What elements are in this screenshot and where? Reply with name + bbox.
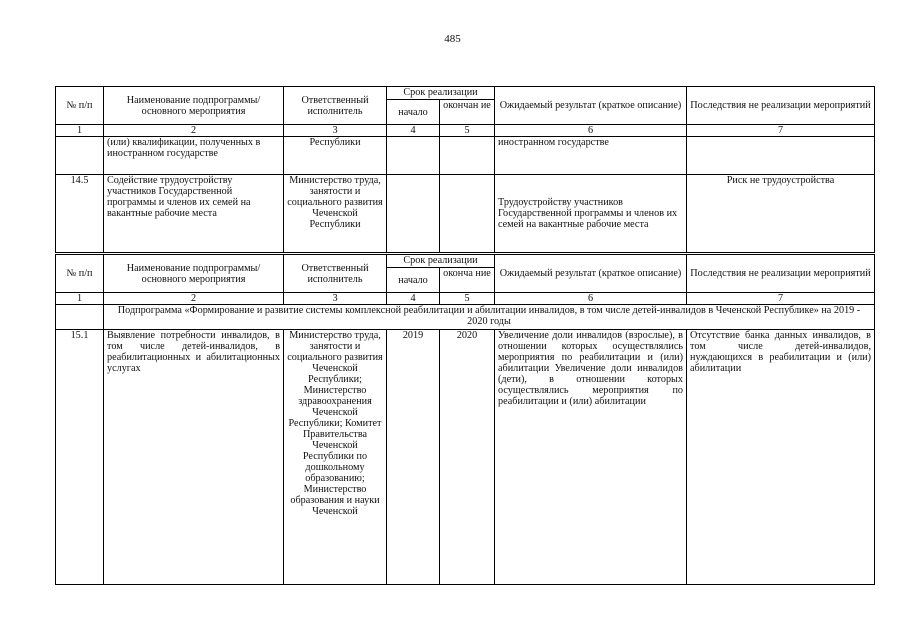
table-row [56, 330, 875, 585]
subprogram-row [56, 305, 875, 330]
row-consequence: Отсутствие банка данных инвалидов, в том числе детей-инвалидов, нуждающихся в реабилитации и (или) абилитации [687, 330, 875, 585]
index-cell: 7 [687, 293, 875, 305]
table-row [56, 137, 875, 175]
header-number: № п/п [56, 255, 104, 293]
row-number: 15.1 [56, 330, 104, 585]
row-end: 2020 [440, 330, 495, 585]
index-cell: 6 [495, 125, 687, 137]
header-result: Ожидаемый результат (краткое описание) [495, 255, 687, 293]
row-start [387, 175, 440, 253]
header-row [56, 87, 875, 100]
header-start: начало [387, 100, 440, 125]
subprogram-empty-cell [56, 305, 104, 330]
row-result: Увеличение доли инвалидов (взрослые), в отношении которых осуществлялись мероприятия по реабилитации и (или) абилитации Увеличение доли инвалидов (дети), в отношении которых осуществлялись мероприятия по реабилитации и (или) абилитации [495, 330, 687, 585]
header-number: № п/п [56, 87, 104, 125]
header-name: Наименование подпрограммы/ основного мероприятия [104, 255, 284, 293]
index-cell: 6 [495, 293, 687, 305]
program-table-upper [55, 86, 875, 253]
header-result: Ожидаемый результат (краткое описание) [495, 87, 687, 125]
header-row [56, 255, 875, 268]
row-number [56, 137, 104, 175]
index-cell: 7 [687, 125, 875, 137]
row-number: 14.5 [56, 175, 104, 253]
index-row [56, 293, 875, 305]
row-result: иностранном государстве [495, 137, 687, 175]
index-cell: 3 [284, 293, 387, 305]
index-cell: 1 [56, 125, 104, 137]
index-cell: 2 [104, 293, 284, 305]
row-start [387, 137, 440, 175]
header-term: Срок реализации [387, 87, 495, 100]
row-end [440, 137, 495, 175]
table-row [56, 175, 875, 253]
row-consequence: Риск не трудоустройства [687, 175, 875, 253]
row-result: Трудоустройству участников Государственной программы и членов их семей на вакантные рабочие места [495, 175, 687, 253]
index-cell: 3 [284, 125, 387, 137]
header-consequence: Последствия не реализации мероприятий [687, 87, 875, 125]
index-cell: 5 [440, 293, 495, 305]
header-end: оконча ние [440, 268, 495, 293]
header-term: Срок реализации [387, 255, 495, 268]
subprogram-title: Подпрограмма «Формирование и развитие системы комплексной реабилитации и абилитации инвалидов, в том числе детей-инвалидов в Чеченской Республике» на 2019 - 2020 годы [104, 305, 875, 330]
index-cell: 4 [387, 293, 440, 305]
row-executor: Министерство труда, занятости и социального развития Чеченской Республики [284, 175, 387, 253]
index-cell: 4 [387, 125, 440, 137]
header-executor: Ответственный исполнитель [284, 87, 387, 125]
header-name: Наименование подпрограммы/ основного мероприятия [104, 87, 284, 125]
index-row [56, 125, 875, 137]
program-table-lower [55, 254, 875, 585]
row-name: Выявление потребности инвалидов, в том числе детей-инвалидов, в реабилитационных и абилитационных услугах [104, 330, 284, 585]
row-end [440, 175, 495, 253]
row-name: Содействие трудоустройству участников Государственной программы и членов их семей на вакантные рабочие места [104, 175, 284, 253]
row-consequence [687, 137, 875, 175]
header-executor: Ответственный исполнитель [284, 255, 387, 293]
header-start: начало [387, 268, 440, 293]
header-consequence: Последствия не реализации мероприятий [687, 255, 875, 293]
row-start: 2019 [387, 330, 440, 585]
row-name: (или) квалификации, полученных в иностранном государстве [104, 137, 284, 175]
page-number: 485 [444, 33, 461, 45]
row-executor: Министерство труда, занятости и социального развития Чеченской Республики; Министерство здравоохранения Чеченской Республики; Комитет Правительства Чеченской Республики по дошкольному образованию; Министерство образования и науки Чеченской [284, 330, 387, 585]
header-end: окончан ие [440, 100, 495, 125]
index-cell: 5 [440, 125, 495, 137]
index-cell: 2 [104, 125, 284, 137]
row-executor: Республики [284, 137, 387, 175]
index-cell: 1 [56, 293, 104, 305]
